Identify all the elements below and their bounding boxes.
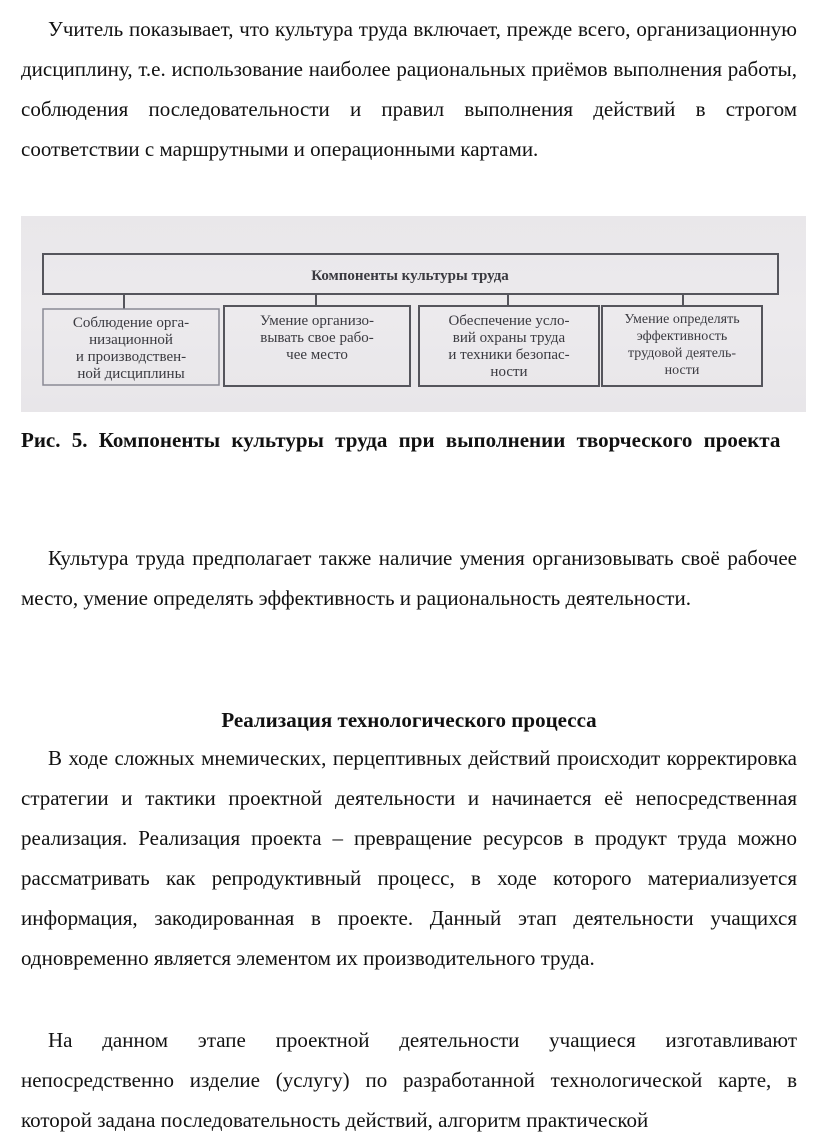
- component-1-line-4: ной дисциплины: [77, 366, 185, 382]
- component-3-line-2: вий охраны труда: [452, 330, 566, 346]
- component-4-line-4: ности: [664, 363, 700, 378]
- component-4-line-2: эффективность: [636, 329, 728, 344]
- component-4-line-1: Умение определять: [624, 312, 740, 327]
- component-2-line-1: Умение организо-: [259, 313, 375, 329]
- component-1-line-2: низационной: [89, 332, 173, 348]
- section-heading: Реализация технологического процесса: [221, 708, 597, 732]
- paragraph-implementation: В ходе сложных мнемических, перцептивных действий происходит корректировка стратегии и тактики проектной деятельности и начинается её непосредственная реализация. Реализация проекта – превращение ресурсов в продукт труда можно рассматривать как репродуктивный процесс, в ходе которого материализуется информация, закодированная в проекте. Данный этап деятельности учащихся одновременно является элементом их производительного труда.: [21, 746, 797, 970]
- diagram-title: Компоненты культуры труда: [311, 268, 509, 284]
- component-1-line-1: Соблюдение орга-: [72, 315, 190, 331]
- paragraph-intro: Учитель показывает, что культура труда включает, прежде всего, организационную дисциплину, т.е. использование наиболее рациональных приёмов выполнения работы, соблюдения последовательности и правил выполнения действий в строгом соответствии с маршрутными и операционными картами.: [21, 17, 797, 161]
- figure-caption: Рис. 5. Компоненты культуры труда при выполнении творческого проекта: [21, 428, 781, 452]
- paragraph-manufacturing: На данном этапе проектной деятельности учащиеся изготавливают непосредственно изделие (услугу) по разработанной технологической карте, в которой задана последовательность действий, алгоритм практической: [21, 1028, 797, 1132]
- component-3-line-4: ности: [490, 364, 528, 380]
- figure-labor-culture-diagram: [21, 216, 806, 412]
- component-3-line-3: и техники безопас-: [448, 347, 570, 363]
- component-2-line-3: чее место: [286, 347, 348, 363]
- paragraph-labor-culture: Культура труда предполагает также наличие умения организовывать своё рабочее место, умение определять эффективность и рациональность деятельности.: [21, 546, 797, 610]
- component-1-line-3: и производствен-: [75, 349, 187, 365]
- component-4-line-3: трудовой деятель-: [628, 346, 736, 361]
- diagram-svg: [21, 216, 806, 412]
- component-2-line-2: вывать свое рабо-: [260, 330, 374, 346]
- component-3-line-1: Обеспечение усло-: [448, 313, 570, 329]
